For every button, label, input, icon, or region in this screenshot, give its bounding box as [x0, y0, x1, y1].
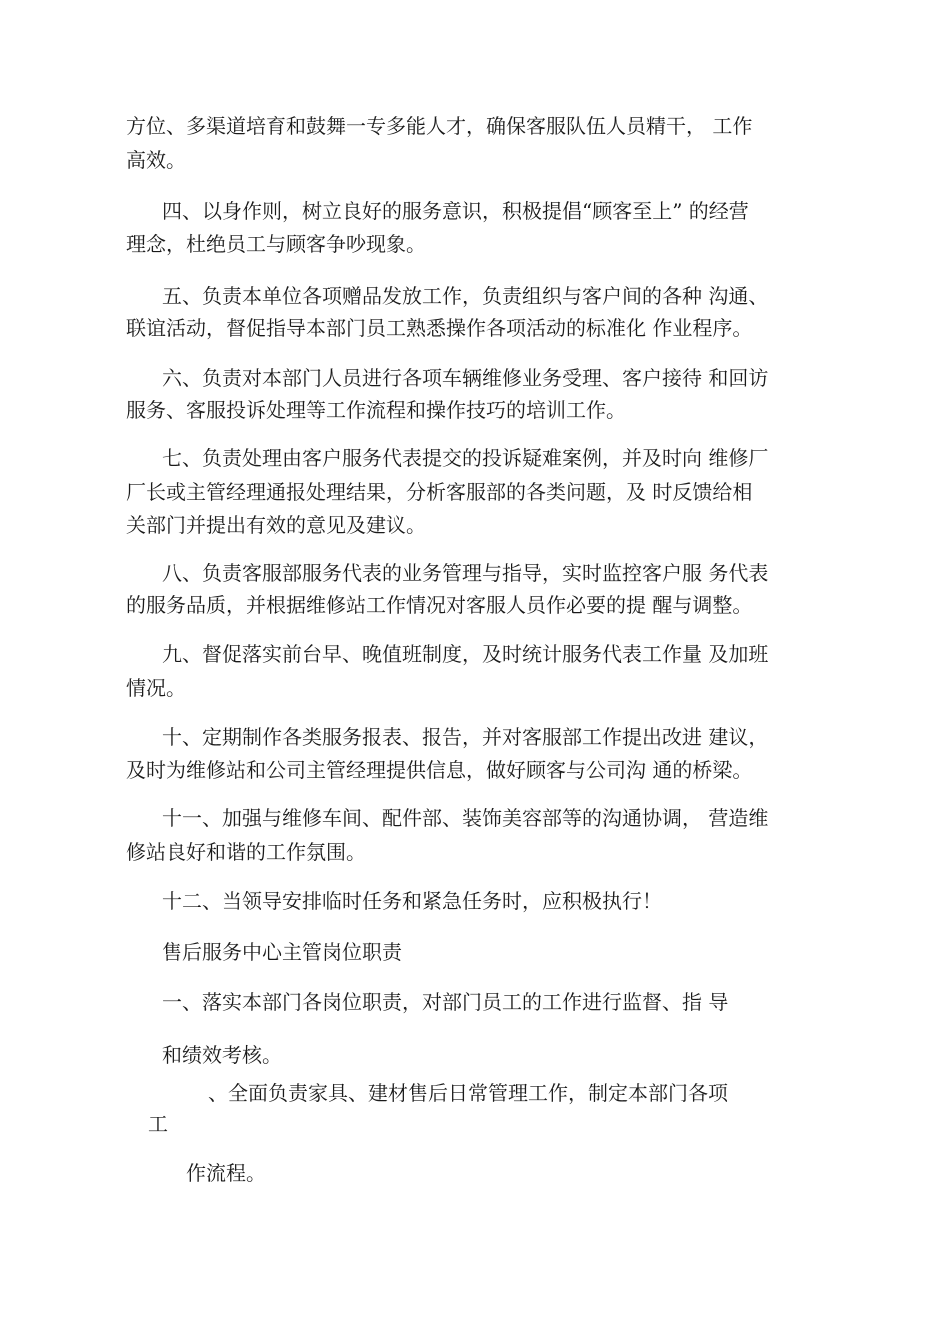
text-line: 七、负责处理由客户服务代表提交的投诉疑难案例，并及时向 维修厂 — [162, 446, 769, 470]
text-line: 方位、多渠道培育和鼓舞一专多能人才，确保客服队伍人员精干， 工作 — [126, 114, 753, 138]
text-line: 理念，杜绝员工与顾客争吵现象。 — [126, 232, 426, 256]
text-line: 、全面负责家具、建材售后日常管理工作，制定本部门各项 — [208, 1081, 728, 1105]
text-line: 修站良好和谐的工作氛围。 — [126, 840, 366, 864]
text-line: 服务、客服投诉处理等工作流程和操作技巧的培训工作。 — [126, 398, 626, 422]
text-line: 作流程。 — [186, 1161, 266, 1185]
text-line: 一、落实本部门各岗位职责，对部门员工的工作进行监督、指 导 — [162, 990, 729, 1014]
text-line: 八、负责客服部服务代表的业务管理与指导，实时监控客户服 务代表 — [162, 561, 769, 585]
text-line: 九、督促落实前台早、晚值班制度，及时统计服务代表工作量 及加班 — [162, 642, 769, 666]
text-line: 关部门并提出有效的意见及建议。 — [126, 513, 426, 537]
text-line: 工 — [148, 1112, 168, 1136]
text-line: 十二、当领导安排临时任务和紧急任务时，应积极执行！ — [162, 889, 662, 913]
text-line: 厂长或主管经理通报处理结果，分析客服部的各类问题，及 时反馈给相 — [126, 480, 753, 504]
text-line: 十一、加强与维修车间、配件部、装饰美容部等的沟通协调， 营造维 — [162, 806, 769, 830]
text-line: 及时为维修站和公司主管经理提供信息，做好顾客与公司沟 通的桥梁。 — [126, 758, 753, 782]
text-line: 联谊活动，督促指导本部门员工熟悉操作各项活动的标准化 作业程序。 — [126, 316, 753, 340]
text-line: 的服务品质，并根据维修站工作情况对客服人员作必要的提 醒与调整。 — [126, 593, 753, 617]
text-line: 和绩效考核。 — [162, 1043, 282, 1067]
text-line: 高效。 — [126, 148, 186, 172]
text-line: 五、负责本单位各项赠品发放工作，负责组织与客户间的各种 沟通、 — [162, 284, 769, 308]
text-line: 四、以身作则，树立良好的服务意识，积极提倡“顾客至上” 的经营 — [162, 199, 749, 223]
text-line: 情况。 — [126, 676, 186, 700]
heading-line: 售后服务中心主管岗位职责 — [162, 940, 402, 964]
text-line: 六、负责对本部门人员进行各项车辆维修业务受理、客户接待 和回访 — [162, 366, 769, 390]
text-line: 十、定期制作各类服务报表、报告，并对客服部工作提出改进 建议， — [162, 725, 769, 749]
